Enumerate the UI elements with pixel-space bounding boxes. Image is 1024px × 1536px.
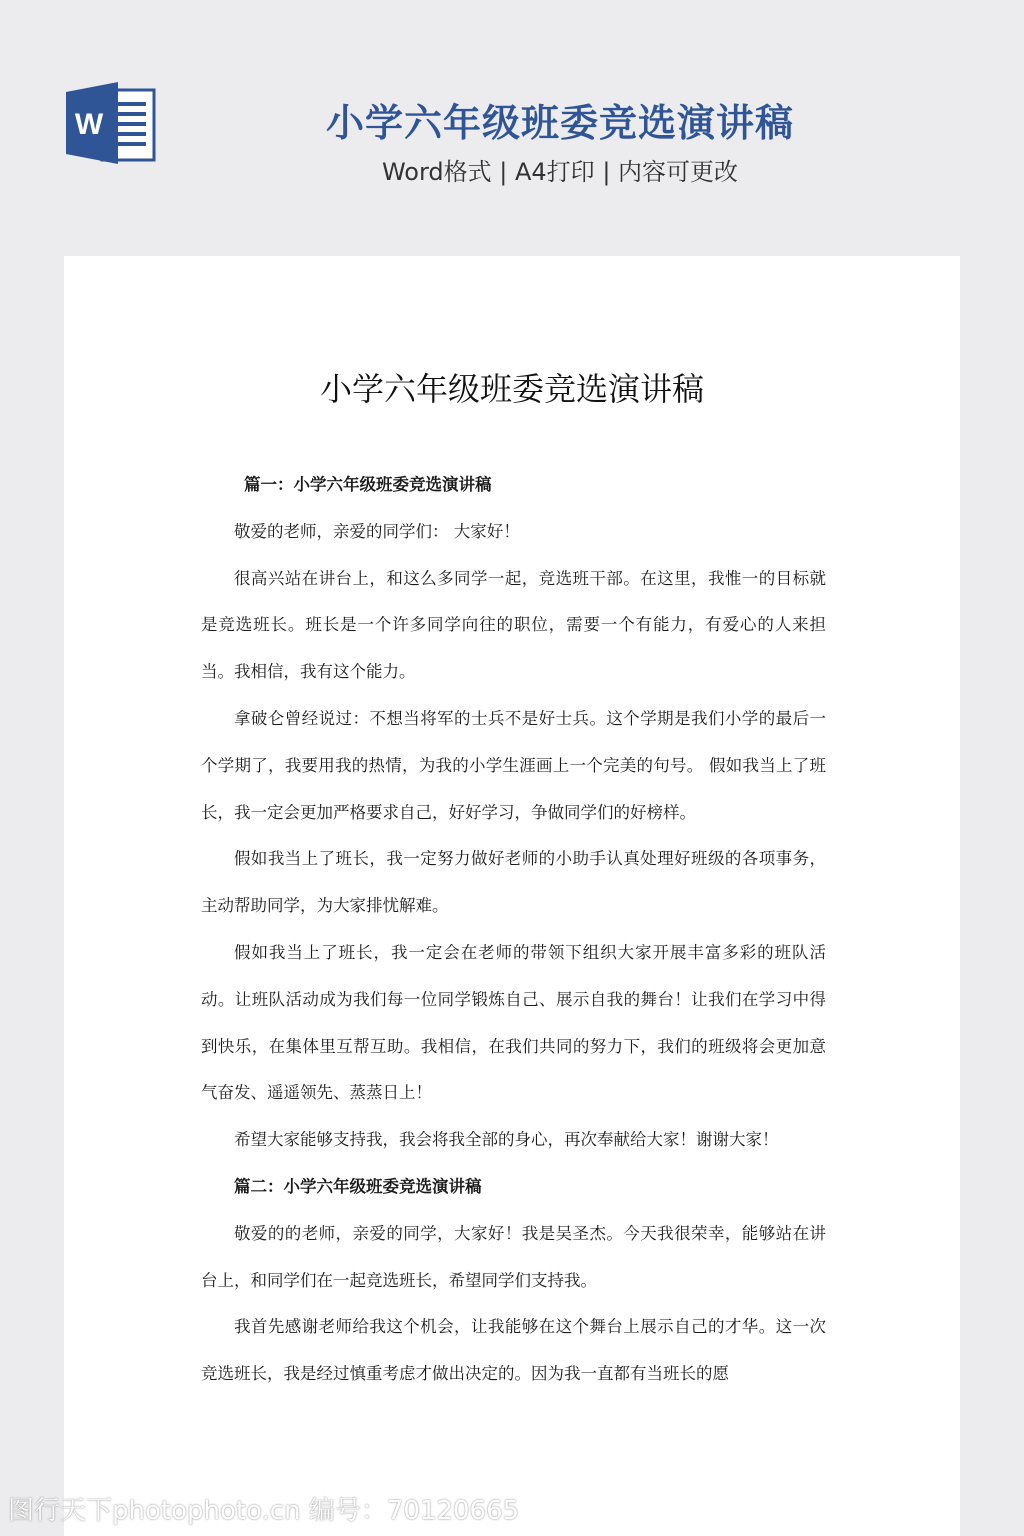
page-title: 小学六年级班委竞选演讲稿 xyxy=(325,101,794,145)
word-icon-letter: W xyxy=(74,108,104,141)
section-heading: 篇一：小学六年级班委竞选演讲稿 xyxy=(244,475,492,494)
document-title: 小学六年级班委竞选演讲稿 xyxy=(319,370,704,408)
word-icon xyxy=(66,82,156,164)
paragraph: 我首先感谢老师给我这个机会，让我能够在这个舞台上展示自己的才华。这一次竞选班长，我是经过慎重考虑才做出决定的。因为我一直都有当班长的愿 xyxy=(201,1317,826,1384)
paragraph: 希望大家能够支持我，我会将我全部的身心，再次奉献给大家！谢谢大家！ xyxy=(234,1130,779,1150)
page-subtitle: Word格式 | A4打印 | 内容可更改 xyxy=(381,158,739,186)
document-body xyxy=(201,462,826,1398)
paragraph: 拿破仑曾经说过：不想当将军的士兵不是好士兵。这个学期是我们小学的最后一个学期了，我要用我的热情，为我的小学生涯画上一个完美的句号。 假如我当上了班长，我一定会更加严格要求自己，好好学习，争做同学们的好榜样。 xyxy=(201,708,826,822)
watermark: 图行天下photophoto.cn 编号：70120665 xyxy=(8,1496,520,1526)
paragraph: 敬爱的的老师，亲爱的同学，大家好！我是吴圣杰。今天我很荣幸，能够站在讲台上，和同学们在一起竞选班长，希望同学们支持我。 xyxy=(201,1223,826,1290)
paragraph: 很高兴站在讲台上，和这么多同学一起，竞选班干部。在这里，我惟一的目标就是竞选班长。班长是一个许多同学向往的职位，需要一个有能力，有爱心的人来担当。我相信，我有这个能力。 xyxy=(201,568,826,682)
section-heading: 篇二：小学六年级班委竞选演讲稿 xyxy=(234,1176,482,1196)
paragraph: 假如我当上了班长，我一定努力做好老师的小助手认真处理好班级的各项事务，主动帮助同学，为大家排忧解难。 xyxy=(201,849,826,916)
paragraph: 假如我当上了班长，我一定会在老师的带领下组织大家开展丰富多彩的班队活动。让班队活动成为我们每一位同学锻炼自己、展示自我的舞台！让我们在学习中得到快乐，在集体里互帮互助。我相信，在我们共同的努力下，我们的班级将会更加意气奋发、遥遥领先、蒸蒸日上！ xyxy=(201,942,826,1103)
paragraph: 敬爱的老师，亲爱的同学们： 大家好！ xyxy=(234,521,520,541)
document-page xyxy=(64,256,960,1536)
